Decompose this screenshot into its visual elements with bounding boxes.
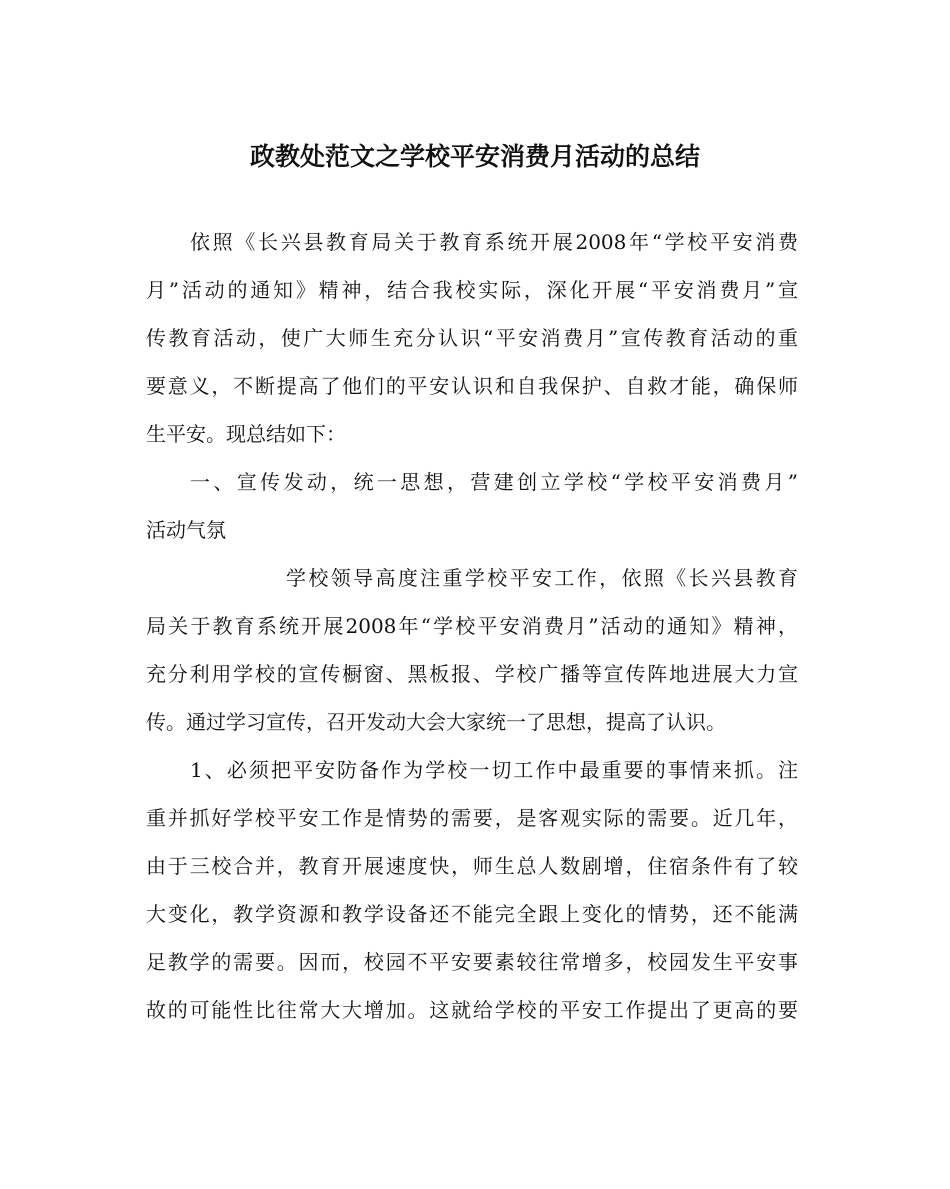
paragraph-line: 重并抓好学校平安工作是情势的需要，是客观实际的需要。近几年， <box>146 806 798 830</box>
paragraph-line: 学校领导高度注重学校平安工作，依照《长兴县教育 <box>286 566 798 590</box>
section-heading-line: 活动气氛 <box>146 518 226 542</box>
paragraph-line: 月”活动的通知》精神，结合我校实际，深化开展“平安消费月”宣 <box>146 278 798 302</box>
paragraph-line: 由于三校合并，教育开展速度快，师生总人数剧增，住宿条件有了较 <box>146 854 798 878</box>
paragraph-line: 传教育活动，使广大师生充分认识“平安消费月”宣传教育活动的重 <box>146 326 798 350</box>
section-heading-line: 一、宣传发动，统一思想，营建创立学校“学校平安消费月” <box>190 470 798 494</box>
paragraph-line: 故的可能性比往常大大增加。这就给学校的平安工作提出了更高的要 <box>146 998 798 1022</box>
paragraph-line: 要意义，不断提高了他们的平安认识和自我保护、自救才能，确保师 <box>146 374 798 398</box>
paragraph-line: 传。通过学习宣传，召开发动大会大家统一了思想，提高了认识。 <box>146 710 726 734</box>
paragraph-line: 大变化，教学资源和教学设备还不能完全跟上变化的情势，还不能满 <box>146 902 798 926</box>
paragraph-line: 生平安。现总结如下： <box>146 422 346 446</box>
paragraph-line: 足教学的需要。因而，校园不平安要素较往常增多，校园发生平安事 <box>146 950 798 974</box>
document-title: 政教处范文之学校平安消费月活动的总结 <box>249 142 700 171</box>
paragraph-line: 局关于教育系统开展2008年“学校平安消费月”活动的通知》精神， <box>146 614 798 638</box>
paragraph-line: 充分利用学校的宣传橱窗、黑板报、学校广播等宣传阵地进展大力宣 <box>146 662 798 686</box>
paragraph-line: 依照《长兴县教育局关于教育系统开展2008年“学校平安消费 <box>190 230 798 254</box>
paragraph-line: 1、必须把平安防备作为学校一切工作中最重要的事情来抓。注 <box>190 758 798 782</box>
